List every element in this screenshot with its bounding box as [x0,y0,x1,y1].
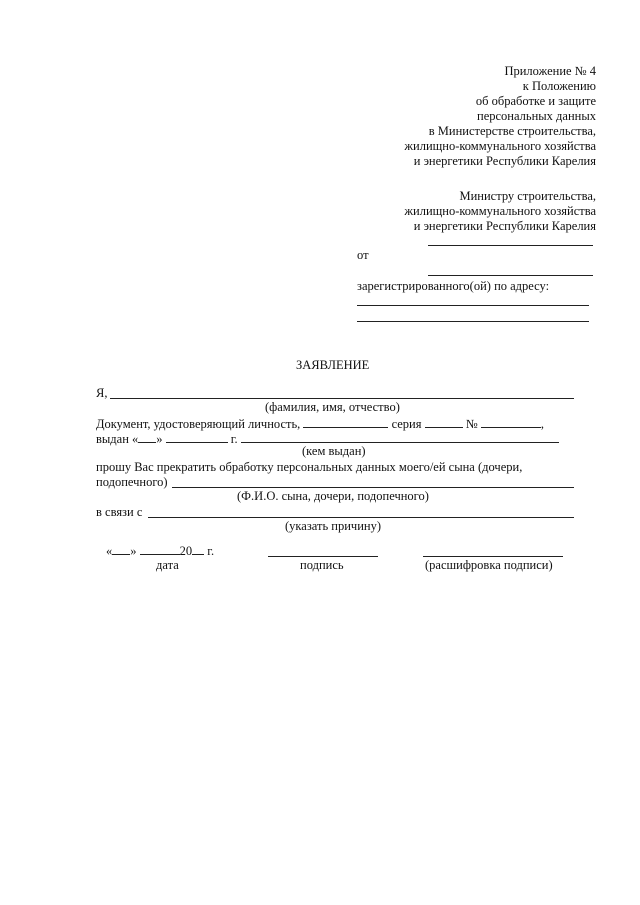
date-open-quote: « [106,544,113,558]
appendix-line: в Министерстве строительства, [428,124,596,138]
child-name-line[interactable] [172,487,574,488]
addressee-line: жилищно-коммунального хозяйства [404,204,596,218]
i-label: Я, [96,386,108,400]
date-day-line[interactable] [112,543,130,555]
address-line[interactable] [357,321,589,322]
issued-close: » [156,432,163,446]
appendix-line: персональных данных [477,109,596,123]
date-year-prefix: 20 [179,544,193,558]
from-label: от [357,248,369,262]
sender-name-line[interactable] [428,275,593,276]
date-year-line[interactable] [192,543,204,555]
fio-line[interactable] [110,398,574,399]
doc-type-line[interactable] [303,416,388,428]
appendix-line: и энергетики Республики Карелия [413,154,596,168]
issued-label: выдан « [96,432,139,446]
date-label: дата [156,558,179,572]
appendix-number: Приложение № 4 [504,64,596,78]
issued-by-line[interactable] [241,431,559,443]
appendix-line: жилищно-коммунального хозяйства [404,139,596,153]
issued-by-hint: (кем выдан) [302,444,366,458]
signature-decode-line[interactable] [423,556,563,557]
date-month-line[interactable] [140,543,180,555]
date-field [106,543,214,559]
doc-row: Документ, удостоверяющий личность, серия № , [96,417,544,431]
page-title: ЗАЯВЛЕНИЕ [296,358,370,372]
addressee-blank-line[interactable] [428,245,593,246]
appendix-line: об обработке и защите [475,94,596,108]
series-label: серия [391,417,422,431]
date-year-suffix: г. [207,544,215,558]
series-line[interactable] [425,416,463,428]
decode-label: (расшифровка подписи) [425,558,553,572]
issued-day-line[interactable] [138,431,156,443]
issued-month-line[interactable] [166,431,228,443]
signature-line[interactable] [268,556,378,557]
reason-hint: (указать причину) [285,519,382,533]
issued-year-suffix: г. [230,432,238,446]
ward-label: подопечного) [96,475,168,489]
number-line[interactable] [481,416,541,428]
child-hint: (Ф.И.О. сына, дочери, подопечного) [237,489,429,503]
reason-line[interactable] [148,517,574,518]
request-text: прошу Вас прекратить обработку персональных данных моего/ей сына (дочери, [96,460,523,474]
signature-label: подпись [300,558,344,572]
fio-hint: (фамилия, имя, отчество) [265,400,400,414]
reason-label: в связи с [96,505,143,519]
number-label: № [465,417,478,431]
doc-label: Документ, удостоверяющий личность, [96,417,301,431]
appendix-line: к Положению [522,79,596,93]
addressee-line: Министру строительства, [459,189,596,203]
address-line[interactable] [357,305,589,306]
addressee-line: и энергетики Республики Карелия [413,219,596,233]
date-close-quote: » [130,544,137,558]
registered-label: зарегистрированного(ой) по адресу: [357,279,550,293]
